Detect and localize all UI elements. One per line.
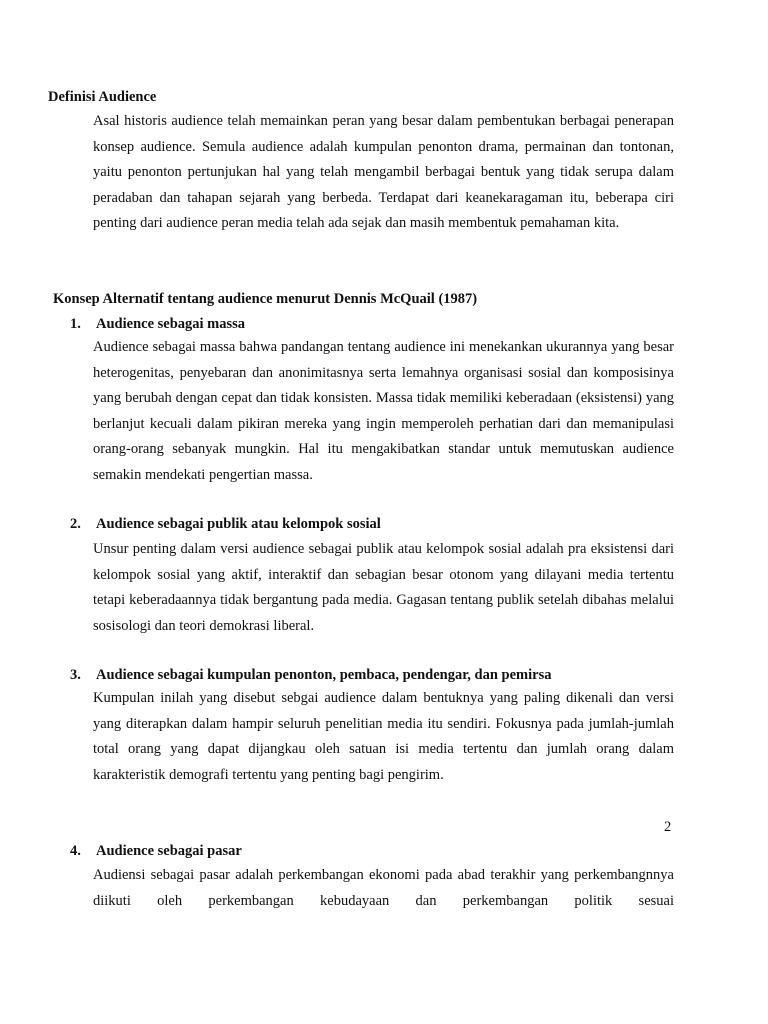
item-title-4: Audience sebagai pasar (96, 843, 242, 859)
item-number-1: 1. (70, 316, 81, 332)
paragraph-item-1: Audience sebagai massa bahwa pandangan tentang audience ini menekankan ukurannya yang besar heterogenitas, penyebaran dan anonimitasnya serta lemahnya organisasi sosial dan komposisinya yang berubah dengan cepat dan tidak konsisten. Massa tidak memiliki keberadaan (eksistensi) yang berlanjut kecuali dalam pikiran mereka yang ingin memperoleh perhatian dari dan memanipulasi orang-orang sebanyak mungkin. Hal itu mengakibatkan standar untuk memutuskan audience semakin mendekati pengertian massa. (93, 339, 674, 483)
item-heading-2 (70, 516, 381, 533)
item-heading-3 (70, 667, 552, 684)
item-title-3: Audience sebagai kumpulan penonton, pembaca, pendengar, dan pemirsa (96, 667, 552, 683)
paragraph-item-4: Audiensi sebagai pasar adalah perkembangan ekonomi pada abad terakhir yang perkembangnnya diikuti oleh perkembangan kebudayaan dan perkembangan politik sesuai (93, 867, 674, 909)
item-number-2: 2. (70, 516, 81, 532)
paragraph-item-3: Kumpulan inilah yang disebut sebgai audience dalam bentuknya yang paling dikenali dan versi yang diterapkan dalam hampir seluruh penelitian media itu sendiri. Fokusnya pada jumlah-jumlah total orang yang dapat dijangkau oleh satuan isi media tertentu dan jumlah orang dalam karakteristik demografi tertentu yang penting bagi pengirim. (93, 690, 674, 783)
item-number-3: 3. (70, 667, 81, 683)
item-title-2: Audience sebagai publik atau kelompok sosial (96, 516, 381, 532)
item-heading-1 (70, 316, 245, 333)
section-title-konsep-alternatif: Konsep Alternatif tentang audience menurut Dennis McQuail (1987) (53, 291, 478, 307)
page-number: 2 (664, 819, 672, 835)
item-heading-4 (70, 843, 242, 860)
section-title-definisi-audience: Definisi Audience (48, 89, 157, 105)
paragraph-definisi-audience: Asal historis audience telah memainkan peran yang besar dalam pembentukan berbagai penerapan konsep audience. Semula audience adalah kumpulan penonton drama, permainan dan tontonan, yaitu penonton pertunjukan hal yang telah mengambil berbagai bentuk yang tidak serupa dalam peradaban dan tahapan sejarah yang berbeda. Terdapat dari keanekaragaman itu, beberapa ciri penting dari audience peran media telah ada sejak dan masih membentuk pemahaman kita. (93, 113, 674, 231)
item-number-4: 4. (70, 843, 81, 859)
paragraph-item-2: Unsur penting dalam versi audience sebagai publik atau kelompok sosial adalah pra eksistensi dari kelompok sosial yang aktif, interaktif dan sebagian besar otonom yang dilayani media tertentu tetapi keberadaannya tidak bergantung pada media. Gagasan tentang publik setelah dibahas melalui sosisologi dan teori demokrasi liberal. (93, 541, 674, 634)
item-title-1: Audience sebagai massa (96, 316, 246, 332)
